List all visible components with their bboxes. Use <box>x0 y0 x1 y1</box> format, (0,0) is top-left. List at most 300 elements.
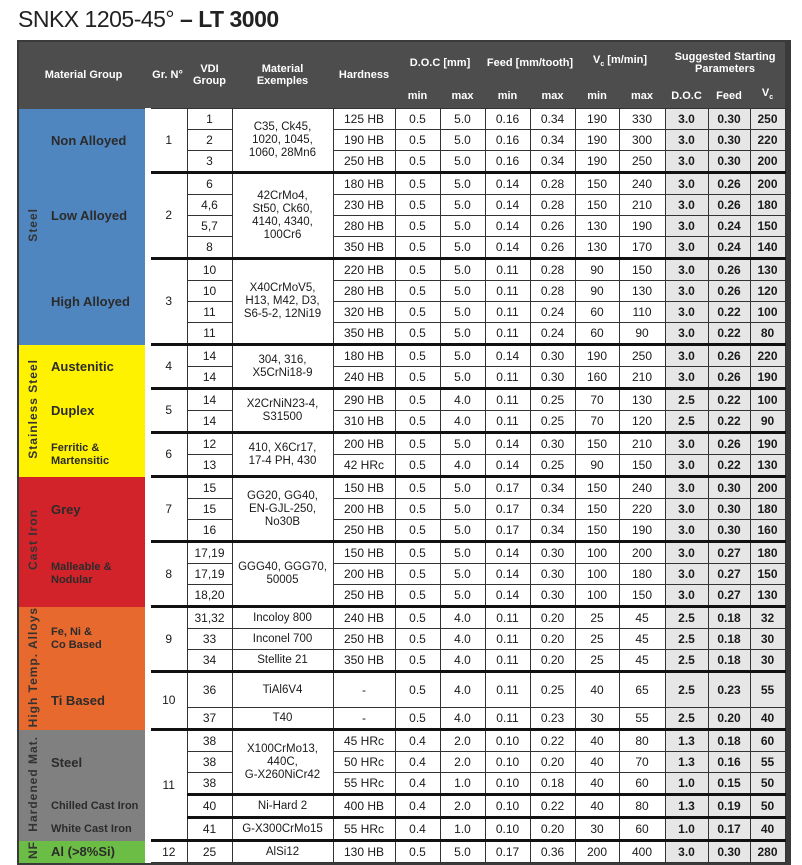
vc-min: 100 <box>575 564 619 585</box>
hardness: - <box>333 708 395 730</box>
feed-min: 0.14 <box>485 564 530 585</box>
feed-max: 0.25 <box>530 672 575 708</box>
header-suggested-vc-symbol: V <box>761 87 770 100</box>
feed-max: 0.20 <box>530 818 575 841</box>
feed-min: 0.10 <box>485 752 530 773</box>
suggested-vc: 120 <box>750 281 785 302</box>
doc-max: 4.0 <box>440 455 485 477</box>
hardness: 200 HB <box>333 499 395 520</box>
vc-max: 330 <box>619 109 665 130</box>
category-strip-steel <box>19 109 47 345</box>
vc-min: 40 <box>575 795 619 818</box>
feed-min: 0.11 <box>485 323 530 345</box>
feed-min: 0.16 <box>485 151 530 173</box>
table-row <box>19 389 785 411</box>
suggested-feed: 0.18 <box>708 607 750 629</box>
doc-min: 0.5 <box>395 259 440 281</box>
feed-min: 0.11 <box>485 259 530 281</box>
feed-min: 0.14 <box>485 433 530 455</box>
table-row <box>19 173 785 195</box>
doc-max: 5.0 <box>440 151 485 173</box>
suggested-vc: 160 <box>750 520 785 542</box>
suggested-doc: 3.0 <box>665 151 708 173</box>
vc-min: 60 <box>575 323 619 345</box>
doc-min: 0.5 <box>395 477 440 499</box>
doc-min: 0.5 <box>395 629 440 650</box>
suggested-feed: 0.24 <box>708 216 750 237</box>
suggested-vc: 180 <box>750 542 785 564</box>
feed-max: 0.25 <box>530 455 575 477</box>
suggested-doc: 3.0 <box>665 477 708 499</box>
vdi-group: 10 <box>187 281 232 302</box>
suggested-doc: 1.3 <box>665 795 708 818</box>
feed-min: 0.17 <box>485 499 530 520</box>
material-subgroup-name: Chilled Cast Iron <box>47 795 148 818</box>
category-strip-stainless-steel <box>19 345 47 477</box>
feed-max: 0.36 <box>530 841 575 863</box>
suggested-vc: 55 <box>750 752 785 773</box>
doc-min: 0.5 <box>395 672 440 708</box>
vc-min: 70 <box>575 389 619 411</box>
header-gr-no: Gr. N° <box>148 42 187 109</box>
hardness: 200 HB <box>333 564 395 585</box>
vdi-group: 38 <box>187 752 232 773</box>
suggested-doc: 3.0 <box>665 433 708 455</box>
doc-max: 5.0 <box>440 520 485 542</box>
category-label: Stainless Steel <box>25 359 40 459</box>
suggested-doc: 3.0 <box>665 281 708 302</box>
vc-max: 250 <box>619 345 665 367</box>
vc-max: 45 <box>619 607 665 629</box>
material-examples: Ni-Hard 2 <box>232 795 333 818</box>
hardness: 130 HB <box>333 841 395 863</box>
suggested-vc: 40 <box>750 708 785 730</box>
hardness: 50 HRc <box>333 752 395 773</box>
doc-min: 0.5 <box>395 130 440 151</box>
doc-max: 5.0 <box>440 302 485 323</box>
hardness: 250 HB <box>333 151 395 173</box>
suggested-doc: 3.0 <box>665 130 708 151</box>
vc-min: 130 <box>575 237 619 259</box>
doc-min: 0.5 <box>395 109 440 130</box>
hardness: 320 HB <box>333 302 395 323</box>
suggested-feed: 0.18 <box>708 629 750 650</box>
feed-max: 0.24 <box>530 302 575 323</box>
vc-min: 90 <box>575 259 619 281</box>
feed-max: 0.18 <box>530 773 575 795</box>
doc-min: 0.5 <box>395 345 440 367</box>
doc-max: 5.0 <box>440 499 485 520</box>
suggested-doc: 3.0 <box>665 367 708 389</box>
suggested-feed: 0.17 <box>708 818 750 841</box>
table-row <box>19 672 785 708</box>
material-examples: X2CrNiN23-4, S31500 <box>232 389 333 433</box>
table-row <box>19 841 785 863</box>
gr-number: 6 <box>148 433 187 477</box>
doc-max: 5.0 <box>440 841 485 863</box>
doc-max: 4.0 <box>440 708 485 730</box>
table-row <box>19 818 785 841</box>
feed-max: 0.24 <box>530 323 575 345</box>
suggested-vc: 32 <box>750 607 785 629</box>
doc-max: 5.0 <box>440 542 485 564</box>
material-examples: GGG40, GGG70, 50005 <box>232 542 333 607</box>
gr-number: 3 <box>148 259 187 345</box>
category-label: High Temp. Alloys <box>25 606 40 727</box>
vc-max: 120 <box>619 411 665 433</box>
suggested-feed: 0.20 <box>708 708 750 730</box>
doc-min: 0.5 <box>395 650 440 672</box>
vc-max: 130 <box>619 389 665 411</box>
feed-min: 0.11 <box>485 281 530 302</box>
material-examples: X40CrMoV5, H13, M42, D3, S6-5-2, 12Ni19 <box>232 259 333 345</box>
header-material-examples: Material Exemples <box>232 42 333 109</box>
gr-number: 5 <box>148 389 187 433</box>
feed-min: 0.14 <box>485 455 530 477</box>
doc-max: 2.0 <box>440 752 485 773</box>
doc-min: 0.5 <box>395 281 440 302</box>
vdi-group: 18,20 <box>187 585 232 607</box>
header-vc-unit: [m/min] <box>604 54 648 67</box>
vc-max: 240 <box>619 173 665 195</box>
gr-number: 11 <box>148 730 187 841</box>
vdi-group: 6 <box>187 173 232 195</box>
feed-min: 0.11 <box>485 302 530 323</box>
vdi-group: 14 <box>187 411 232 433</box>
suggested-feed: 0.22 <box>708 323 750 345</box>
suggested-feed: 0.16 <box>708 752 750 773</box>
doc-max: 5.0 <box>440 281 485 302</box>
vc-min: 40 <box>575 773 619 795</box>
suggested-vc: 280 <box>750 841 785 863</box>
suggested-vc: 180 <box>750 195 785 216</box>
header-suggested-vc-sub: c <box>769 94 774 102</box>
vc-max: 130 <box>619 281 665 302</box>
feed-min: 0.11 <box>485 629 530 650</box>
feed-min: 0.14 <box>485 585 530 607</box>
doc-max: 5.0 <box>440 237 485 259</box>
suggested-doc: 3.0 <box>665 520 708 542</box>
suggested-vc: 100 <box>750 389 785 411</box>
doc-max: 2.0 <box>440 795 485 818</box>
vc-min: 70 <box>575 411 619 433</box>
hardness: 55 HRc <box>333 818 395 841</box>
suggested-feed: 0.26 <box>708 367 750 389</box>
suggested-doc: 3.0 <box>665 323 708 345</box>
suggested-feed: 0.30 <box>708 520 750 542</box>
feed-max: 0.20 <box>530 607 575 629</box>
vc-max: 220 <box>619 499 665 520</box>
material-subgroup-name: Low Alloyed <box>47 173 148 259</box>
vc-max: 180 <box>619 564 665 585</box>
material-subgroup-name: Malleable & Nodular <box>47 542 148 607</box>
gr-number: 12 <box>148 841 187 863</box>
header-vc-max: max <box>619 84 665 109</box>
table-row <box>19 795 785 818</box>
feed-max: 0.20 <box>530 650 575 672</box>
suggested-feed: 0.30 <box>708 109 750 130</box>
doc-max: 5.0 <box>440 195 485 216</box>
feed-max: 0.30 <box>530 585 575 607</box>
table-row <box>19 345 785 367</box>
category-strip-cast-iron <box>19 477 47 607</box>
suggested-vc: 220 <box>750 130 785 151</box>
doc-max: 5.0 <box>440 173 485 195</box>
feed-max: 0.22 <box>530 795 575 818</box>
vc-max: 55 <box>619 708 665 730</box>
vc-min: 100 <box>575 585 619 607</box>
doc-max: 4.0 <box>440 672 485 708</box>
vc-max: 300 <box>619 130 665 151</box>
doc-min: 0.5 <box>395 302 440 323</box>
feed-min: 0.11 <box>485 411 530 433</box>
header-vc-sub: c <box>600 61 605 69</box>
vdi-group: 40 <box>187 795 232 818</box>
doc-min: 0.5 <box>395 367 440 389</box>
header-vc-symbol: V <box>593 54 601 67</box>
doc-min: 0.4 <box>395 818 440 841</box>
suggested-feed: 0.15 <box>708 773 750 795</box>
hardness: 180 HB <box>333 345 395 367</box>
suggested-feed: 0.26 <box>708 433 750 455</box>
header-doc: D.O.C [mm] <box>395 42 485 84</box>
vc-min: 190 <box>575 151 619 173</box>
suggested-doc: 1.3 <box>665 730 708 752</box>
feed-max: 0.28 <box>530 173 575 195</box>
doc-min: 0.5 <box>395 411 440 433</box>
feed-max: 0.25 <box>530 411 575 433</box>
feed-max: 0.34 <box>530 499 575 520</box>
material-examples: AlSi12 <box>232 841 333 863</box>
vc-min: 40 <box>575 730 619 752</box>
category-strip-high-temp-alloys <box>19 607 47 730</box>
feed-min: 0.17 <box>485 520 530 542</box>
doc-min: 0.5 <box>395 216 440 237</box>
suggested-feed: 0.22 <box>708 455 750 477</box>
doc-min: 0.5 <box>395 708 440 730</box>
table-body <box>19 109 785 863</box>
suggested-doc: 3.0 <box>665 455 708 477</box>
vdi-group: 16 <box>187 520 232 542</box>
feed-min: 0.11 <box>485 650 530 672</box>
suggested-doc: 3.0 <box>665 173 708 195</box>
feed-min: 0.10 <box>485 818 530 841</box>
doc-min: 0.5 <box>395 433 440 455</box>
vc-max: 240 <box>619 477 665 499</box>
header-suggested-vc <box>750 84 785 109</box>
header-feed-min: min <box>485 84 530 109</box>
doc-max: 5.0 <box>440 433 485 455</box>
feed-max: 0.34 <box>530 109 575 130</box>
hardness: 45 HRc <box>333 730 395 752</box>
suggested-vc: 150 <box>750 216 785 237</box>
vc-min: 190 <box>575 345 619 367</box>
feed-min: 0.14 <box>485 195 530 216</box>
vc-max: 150 <box>619 259 665 281</box>
suggested-vc: 60 <box>750 730 785 752</box>
table-row <box>19 542 785 564</box>
title-insert-code: SNKX 1205-45° <box>18 6 175 32</box>
gr-number: 10 <box>148 672 187 730</box>
doc-max: 5.0 <box>440 564 485 585</box>
vdi-group: 12 <box>187 433 232 455</box>
feed-min: 0.11 <box>485 672 530 708</box>
vdi-group: 25 <box>187 841 232 863</box>
feed-max: 0.30 <box>530 542 575 564</box>
vc-min: 90 <box>575 281 619 302</box>
doc-max: 1.0 <box>440 818 485 841</box>
gr-number: 9 <box>148 607 187 672</box>
category-strip-hardened-mat- <box>19 730 47 841</box>
vc-min: 40 <box>575 752 619 773</box>
suggested-doc: 3.0 <box>665 195 708 216</box>
material-examples: 410, X6Cr17, 17-4 PH, 430 <box>232 433 333 477</box>
hardness: 310 HB <box>333 411 395 433</box>
hardness: 200 HB <box>333 433 395 455</box>
vc-min: 150 <box>575 173 619 195</box>
page-title <box>18 6 279 33</box>
hardness: 220 HB <box>333 259 395 281</box>
suggested-doc: 3.0 <box>665 564 708 585</box>
vdi-group: 33 <box>187 629 232 650</box>
table-row <box>19 259 785 281</box>
suggested-vc: 130 <box>750 455 785 477</box>
suggested-vc: 100 <box>750 302 785 323</box>
suggested-vc: 55 <box>750 672 785 708</box>
suggested-doc: 3.0 <box>665 841 708 863</box>
gr-number: 1 <box>148 109 187 173</box>
material-subgroup-name: Fe, Ni & Co Based <box>47 607 148 672</box>
material-subgroup-name: White Cast Iron <box>47 818 148 841</box>
vc-min: 90 <box>575 455 619 477</box>
feed-max: 0.34 <box>530 477 575 499</box>
suggested-feed: 0.23 <box>708 672 750 708</box>
table-row <box>19 730 785 752</box>
vc-min: 40 <box>575 672 619 708</box>
suggested-vc: 80 <box>750 323 785 345</box>
doc-min: 0.5 <box>395 499 440 520</box>
feed-min: 0.14 <box>485 345 530 367</box>
suggested-feed: 0.24 <box>708 237 750 259</box>
suggested-feed: 0.26 <box>708 195 750 216</box>
hardness: 250 HB <box>333 520 395 542</box>
suggested-doc: 2.5 <box>665 629 708 650</box>
material-examples: X100CrMo13, 440C, G-X260NiCr42 <box>232 730 333 795</box>
suggested-feed: 0.30 <box>708 130 750 151</box>
doc-max: 5.0 <box>440 216 485 237</box>
suggested-vc: 200 <box>750 173 785 195</box>
hardness: 250 HB <box>333 585 395 607</box>
suggested-doc: 3.0 <box>665 259 708 281</box>
material-examples: TiAl6V4 <box>232 672 333 708</box>
material-examples: T40 <box>232 708 333 730</box>
vc-min: 150 <box>575 499 619 520</box>
suggested-feed: 0.18 <box>708 650 750 672</box>
vc-max: 80 <box>619 795 665 818</box>
doc-min: 0.5 <box>395 151 440 173</box>
vc-min: 190 <box>575 109 619 130</box>
hardness: 290 HB <box>333 389 395 411</box>
title-grade: LT 3000 <box>198 6 279 32</box>
vdi-group: 17,19 <box>187 564 232 585</box>
header-doc-max: max <box>440 84 485 109</box>
doc-max: 5.0 <box>440 109 485 130</box>
material-examples: GG20, GG40, EN-GJL-250, No30B <box>232 477 333 542</box>
vdi-group: 38 <box>187 773 232 795</box>
hardness: - <box>333 672 395 708</box>
suggested-doc: 2.5 <box>665 411 708 433</box>
vc-max: 400 <box>619 841 665 863</box>
vc-min: 160 <box>575 367 619 389</box>
doc-max: 1.0 <box>440 773 485 795</box>
doc-max: 4.0 <box>440 607 485 629</box>
feed-max: 0.30 <box>530 367 575 389</box>
vdi-group: 38 <box>187 730 232 752</box>
doc-max: 4.0 <box>440 389 485 411</box>
feed-max: 0.34 <box>530 130 575 151</box>
vc-max: 150 <box>619 455 665 477</box>
hardness: 280 HB <box>333 216 395 237</box>
vc-min: 200 <box>575 841 619 863</box>
vdi-group: 3 <box>187 151 232 173</box>
suggested-vc: 200 <box>750 151 785 173</box>
vc-min: 190 <box>575 130 619 151</box>
feed-min: 0.14 <box>485 216 530 237</box>
header-suggested: Suggested Starting Parameters <box>665 42 785 84</box>
vc-min: 130 <box>575 216 619 237</box>
feed-max: 0.34 <box>530 151 575 173</box>
suggested-feed: 0.26 <box>708 281 750 302</box>
table-row <box>19 607 785 629</box>
vc-max: 90 <box>619 323 665 345</box>
material-subgroup-name: Steel <box>47 730 148 795</box>
feed-max: 0.20 <box>530 752 575 773</box>
feed-min: 0.14 <box>485 237 530 259</box>
suggested-feed: 0.27 <box>708 564 750 585</box>
suggested-doc: 2.5 <box>665 389 708 411</box>
doc-max: 5.0 <box>440 130 485 151</box>
suggested-doc: 1.0 <box>665 773 708 795</box>
doc-min: 0.5 <box>395 237 440 259</box>
suggested-vc: 220 <box>750 345 785 367</box>
feed-min: 0.10 <box>485 730 530 752</box>
hardness: 350 HB <box>333 323 395 345</box>
feed-min: 0.10 <box>485 795 530 818</box>
suggested-doc: 3.0 <box>665 585 708 607</box>
category-label: NF <box>25 841 40 860</box>
category-label: Hardened Mat. <box>25 736 40 832</box>
material-subgroup-name: Duplex <box>47 389 148 433</box>
feed-max: 0.23 <box>530 708 575 730</box>
gr-number: 8 <box>148 542 187 607</box>
table-row <box>19 109 785 130</box>
doc-min: 0.5 <box>395 841 440 863</box>
vdi-group: 37 <box>187 708 232 730</box>
suggested-doc: 3.0 <box>665 499 708 520</box>
header-vc-min: min <box>575 84 619 109</box>
vdi-group: 11 <box>187 302 232 323</box>
suggested-feed: 0.22 <box>708 411 750 433</box>
suggested-feed: 0.30 <box>708 477 750 499</box>
feed-min: 0.16 <box>485 130 530 151</box>
feed-min: 0.11 <box>485 389 530 411</box>
vdi-group: 1 <box>187 109 232 130</box>
suggested-vc: 90 <box>750 411 785 433</box>
vdi-group: 2 <box>187 130 232 151</box>
vdi-group: 8 <box>187 237 232 259</box>
vc-min: 60 <box>575 302 619 323</box>
suggested-doc: 1.3 <box>665 752 708 773</box>
